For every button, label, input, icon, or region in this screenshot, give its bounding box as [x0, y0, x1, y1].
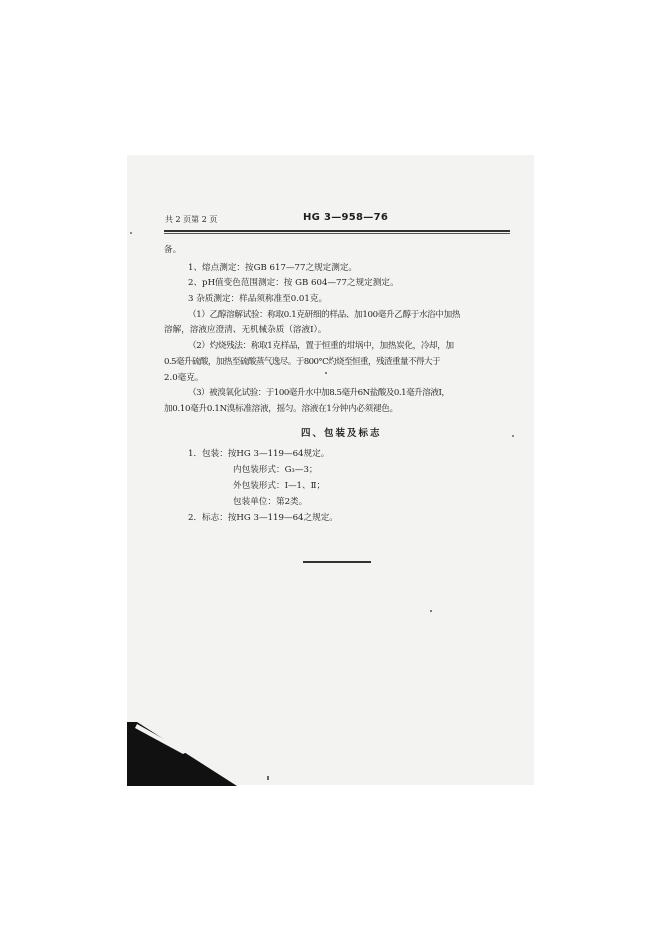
end-rule — [303, 561, 371, 563]
text-line: 1、熔点测定：按GB 617—77之规定测定。 — [188, 263, 358, 273]
scan-speck — [512, 435, 514, 437]
text-line: 备。 — [164, 245, 182, 255]
text-line: 2.0毫克。 — [164, 373, 204, 383]
text-line: 0.5毫升硫酸，加热至硫酸蒸气逸尽。于800°C灼烧至恒重，残渣重量不得大于 — [164, 357, 440, 367]
section-heading: 四、包装及标志 — [301, 428, 382, 439]
packaging-line: 内包装形式：G₃—3； — [233, 465, 318, 475]
text-line: 溶解，溶液应澄清、无机械杂质（溶液Ⅰ）。 — [164, 325, 327, 335]
scan-speck — [130, 232, 132, 234]
text-line: 加0.10毫升0.1N溴标准溶液，摇匀。溶液在1分钟内必须褪色。 — [164, 404, 398, 414]
text-line: （1）乙醇溶解试验：称取0.1克研细的样品、加100毫升乙醇于水浴中加热 — [188, 310, 461, 320]
text-line: （3）被溴氧化试验：于100毫升水中加8.5毫升6N盐酸及0.1毫升溶液Ⅰ， — [188, 388, 450, 398]
page-number: 共 2 页第 2 页 — [165, 215, 218, 224]
scan-speck — [325, 372, 327, 374]
text-line: 2、pH值变色范围测定：按 GB 604—77之规定测定。 — [188, 278, 399, 288]
scan-speck — [267, 776, 269, 780]
standard-code: HG 3—958—76 — [303, 212, 389, 223]
text-line: （2）灼烧残法：称取1克样品，置于恒重的坩埚中，加热炭化，冷却，加 — [188, 341, 454, 351]
packaging-line: 外包装形式：Ⅰ—1、Ⅱ； — [233, 481, 326, 491]
scan-speck — [430, 610, 432, 612]
text-line: 3 杂质测定：样品须称准至0.01克。 — [188, 294, 328, 304]
packaging-line: 1．包装：按HG 3—119—64规定。 — [188, 449, 330, 459]
header-rule-thin — [164, 233, 510, 234]
packaging-line: 2．标志：按HG 3—119—64之规定。 — [188, 513, 338, 523]
packaging-line: 包装单位：第2类。 — [233, 497, 308, 507]
scanned-page — [127, 155, 534, 785]
scan-shadow-corner — [127, 722, 237, 786]
header-rule — [164, 230, 510, 232]
